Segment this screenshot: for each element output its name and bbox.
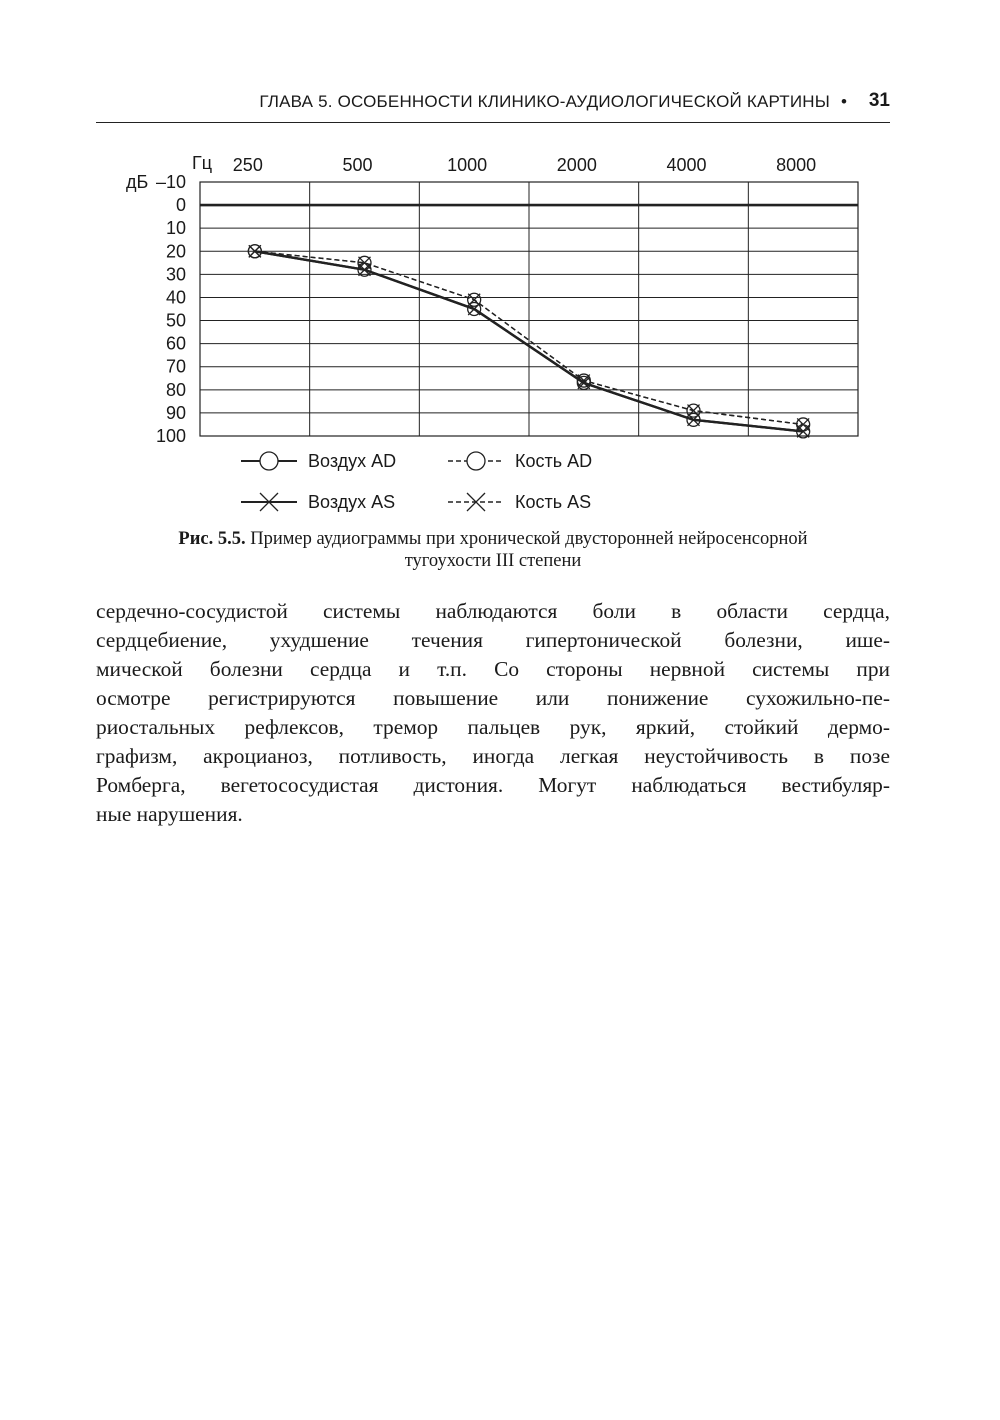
body-line-7: Ромберга, вегетососудистая дистония. Могут наблюдаться вестибуляр- xyxy=(96,773,890,797)
y-tick-label: 30 xyxy=(165,264,186,285)
figure-caption xyxy=(96,528,890,572)
header-bullet: • xyxy=(841,92,847,111)
y-tick-label: 20 xyxy=(165,241,186,262)
x-tick-label: 2000 xyxy=(556,155,597,175)
body-line-6: графизм, акроцианоз, потливость, иногда легкая неустойчивость в позе xyxy=(96,744,890,768)
caption-line-1: Пример аудиограммы при хронической двусторонней нейросенсорной xyxy=(250,529,808,549)
x-tick-label: 500 xyxy=(342,155,373,175)
legend-label: Воздух AD xyxy=(308,451,397,471)
y-tick-label: 40 xyxy=(165,287,186,308)
marker-x xyxy=(797,418,809,430)
y-tick-label: 100 xyxy=(155,426,186,446)
y-tick-label: 60 xyxy=(165,333,186,354)
y-tick-label: 0 xyxy=(175,195,186,216)
legend-item-1 xyxy=(241,451,396,471)
chart-legend xyxy=(241,451,592,512)
body-paragraph xyxy=(96,597,890,829)
legend-item-4 xyxy=(448,492,591,512)
legend-marker-circle xyxy=(260,452,278,470)
y-tick-label: 70 xyxy=(165,356,186,377)
y-tick-label: 80 xyxy=(165,379,186,400)
body-line-3: мической болезни сердца и т.п. Со стороны нервной системы при xyxy=(96,657,890,681)
legend-label: Кость AS xyxy=(515,492,592,512)
caption-line-2: тугоухости III степени xyxy=(404,551,582,571)
audiogram-chart xyxy=(96,145,876,525)
x-tick-label: 8000 xyxy=(776,155,817,175)
figure-label: Рис. 5.5. xyxy=(178,529,246,549)
y-tick-label: 90 xyxy=(165,402,186,423)
body-line-8: ные нарушения. xyxy=(96,802,243,826)
chart-grid xyxy=(200,182,858,436)
legend-label: Воздух AS xyxy=(308,492,396,512)
legend-item-3 xyxy=(448,451,592,471)
page-number: 31 xyxy=(868,90,890,111)
body-line-4: осмотре регистрируются повышение или понижение сухожильно-пе- xyxy=(96,686,890,710)
legend-marker-circle xyxy=(467,452,485,470)
body-line-5: риостальных рефлексов, тремор пальцев рук, яркий, стойкий дермо- xyxy=(96,715,890,739)
chapter-title: ГЛАВА 5. ОСОБЕННОСТИ КЛИНИКО-АУДИОЛОГИЧЕСКОЙ КАРТИНЫ xyxy=(259,92,830,111)
y-tick-label: 50 xyxy=(165,310,186,331)
x-tick-label: 4000 xyxy=(666,155,707,175)
y-tick-label: 10 xyxy=(165,218,186,239)
y-tick-label: –10 xyxy=(155,172,186,192)
legend-item-2 xyxy=(241,492,395,512)
y-unit-label: дБ xyxy=(126,172,149,192)
x-tick-label: 1000 xyxy=(447,155,488,175)
legend-label: Кость AD xyxy=(515,451,593,471)
x-unit-label: Гц xyxy=(192,153,213,173)
body-line-2: сердцебиение, ухудшение течения гипертонической болезни, ише- xyxy=(96,628,890,652)
body-line-1: сердечно-сосудистой системы наблюдаются боли в области сердца, xyxy=(96,599,890,623)
x-tick-label: 250 xyxy=(232,155,263,175)
running-header xyxy=(96,90,890,123)
axis-labels xyxy=(126,153,816,446)
marker-x xyxy=(468,294,480,306)
